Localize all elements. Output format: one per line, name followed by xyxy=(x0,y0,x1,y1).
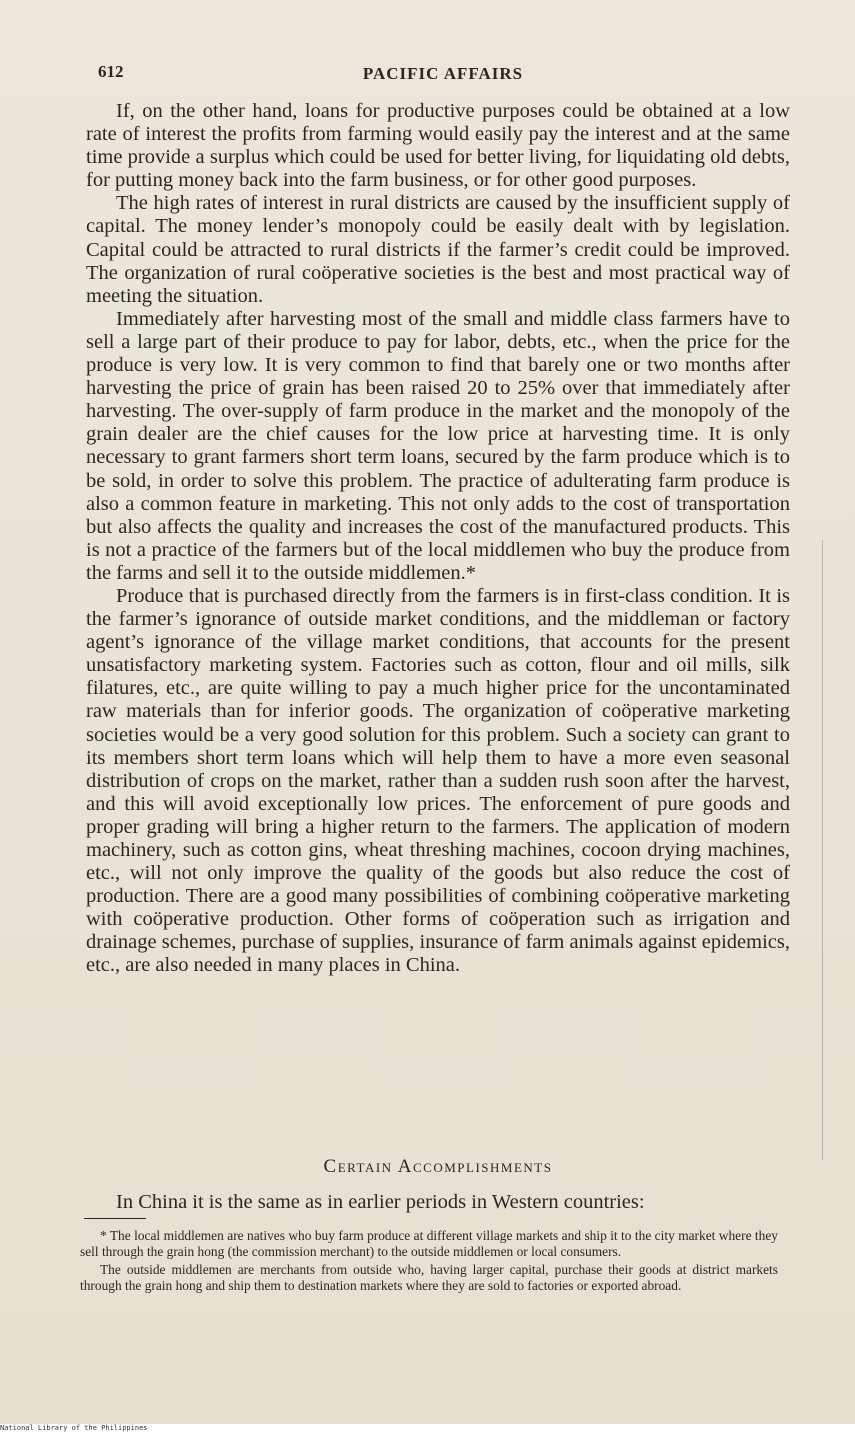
running-title: PACIFIC AFFAIRS xyxy=(362,64,524,83)
page-edge-shadow xyxy=(818,540,823,1160)
paragraph-loans: If, on the other hand, loans for productive purposes could be obtained at a low rate of interest the profits from farming would easily pay the interest and at the same time provide a surplus which could be used for better living, for liquidating old debts, for putting money back into the farm business, or for other good purposes. xyxy=(86,100,790,192)
body-text xyxy=(86,100,790,978)
footnotes xyxy=(80,1228,778,1296)
paragraph-china-intro: In China it is the same as in earlier periods in Western countries: xyxy=(116,1191,645,1213)
footnote-local-middlemen: * The local middlemen are natives who buy farm produce at different village markets and ship it to the city market where they sell through the grain hong (the commission merchant) to the outside middlemen or local consumers. xyxy=(80,1228,778,1259)
paragraph-marketing: Produce that is purchased directly from the farmers is in first-class condition. It is the farmer’s ignorance of outside market conditions, and the middleman or factory agent’s ignorance of the village market conditions, that accounts for the present unsatisfactory marketing system. Factories such as cotton, flour and oil mills, silk filatures, etc., are quite willing to pay a much higher price for the uncontaminated raw materials than for inferior goods. The organization of coöperative marketing societies would be a very good solution for this problem. Such a society can grant to its members short term loans which will help them to have a more even seasonal distribution of crops on the market, rather than a sudden rush soon after the harvest, and this will avoid exceptionally low prices. The enforcement of pure goods and proper grading will bring a higher return to the farmers. The application of modern machinery, such as cotton gins, wheat threshing machines, cocoon drying machines, etc., will not only improve the quality of the goods but also reduce the cost of production. There are a good many possibilities of combining coöperative marketing with coöperative production. Other forms of coöperation such as irrigation and drainage schemes, purchase of supplies, insurance of farm animals against epidemics, etc., are also needed in many places in China. xyxy=(86,584,790,977)
page-number: 612 xyxy=(98,62,124,81)
library-credit: National Library of the Philippines xyxy=(0,1424,148,1432)
footnote-divider xyxy=(84,1218,146,1219)
footnote-outside-middlemen: The outside middlemen are merchants from outside who, having larger capital, purchase their goods at district markets through the grain hong and ship them to destination markets where they are sold to factories or exported abroad. xyxy=(80,1262,778,1293)
paragraph-interest-rates: The high rates of interest in rural districts are caused by the insufficient supply of capital. The money lender’s monopoly could be easily dealt with by legislation. Capital could be attracted to rural districts if the farmer’s credit could be improved. The organization of rural coöperative societies is the best and most practical way of meeting the situation. xyxy=(86,192,790,307)
paragraph-harvest-prices: Immediately after harvesting most of the small and middle class farmers have to sell a large part of their produce to pay for labor, debts, etc., when the price for the produce is very low. It is very common to find that barely one or two months after harvesting the price of grain has been raised 20 to 25% over that immediately after harvesting. The over-supply of farm produce in the market and the monopoly of the grain dealer are the chief causes for the low price at harvesting time. It is only necessary to grant farmers short term loans, secured by the farm produce which is to be sold, in order to solve this problem. The practice of adulterating farm produce is also a common feature in marketing. This not only adds to the cost of transportation but also affects the quality and increases the cost of the manufactured products. This is not a practice of the farmers but of the local middlemen who buy the produce from the farms and sell it to the outside middlemen.* xyxy=(86,307,790,584)
page-header xyxy=(98,62,788,86)
section-heading: Certain Accomplishments xyxy=(323,1156,553,1177)
